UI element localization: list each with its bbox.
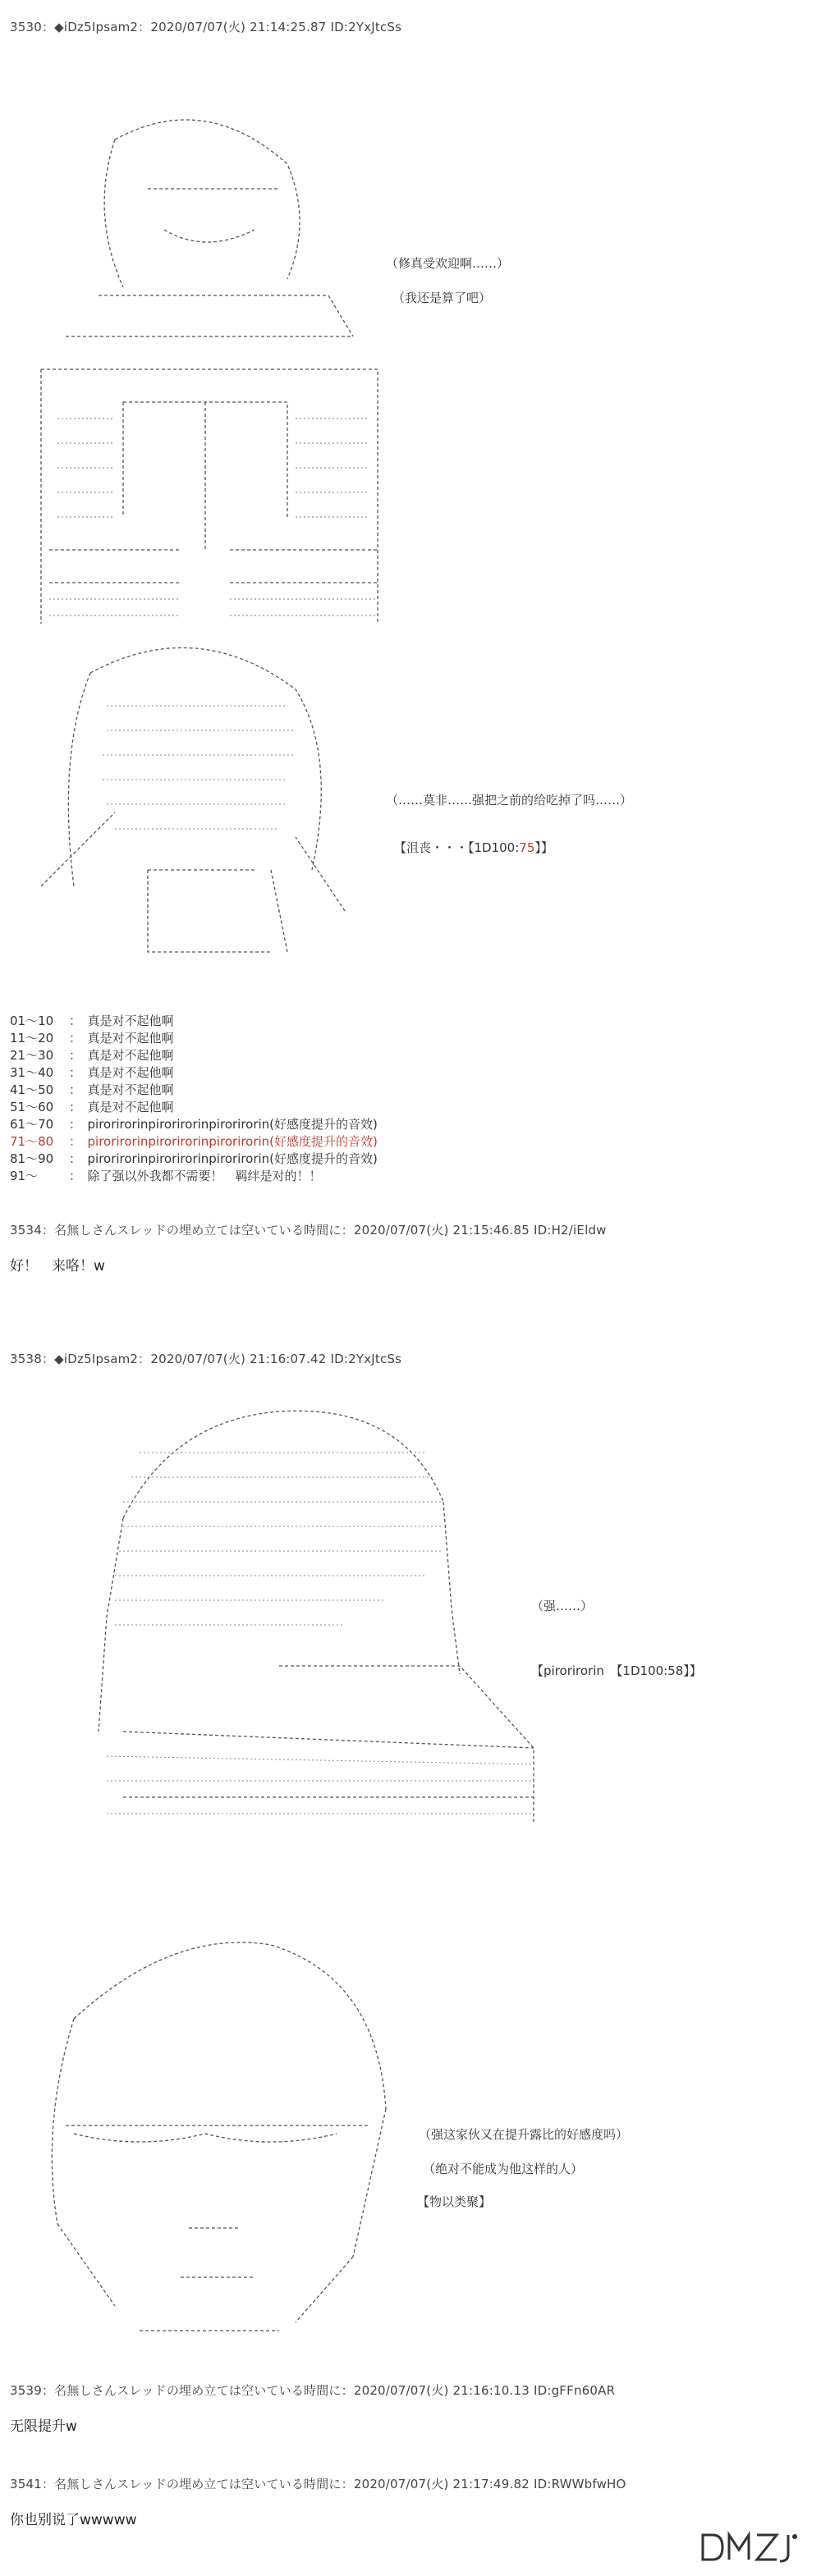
roll-range: 91～ [10,1169,39,1183]
site-logo [698,2528,805,2566]
roll-outcome: ： 真是对不起他啊 [69,1048,174,1063]
roll-outcome: ： pirorirorinpirorirorinpirorirorin(好感度提升的音效) [69,1117,378,1132]
post-body: 好！ 来咯！w [10,1258,105,1274]
roll-outcome: ： pirorirorinpirorirorinpirorirorin(好感度提升的音效) [69,1134,378,1149]
roll-range: 51～60 [10,1100,54,1114]
roll-table-row [10,1046,174,1064]
roll-outcome: ： 真是对不起他啊 [69,1031,174,1045]
roll-table-row [10,1029,174,1046]
roll-range: 61～70 [10,1117,54,1132]
post-header: 3534：名無しさんスレッドの埋め立ては空いている時間に：2020/07/07(火) 21:15:46.85 ID:H2/iEldw [10,1223,607,1238]
post-body: 你也别说了wwwww [10,2512,137,2528]
dialogue-line: （强这家伙又在提升露比的好感度吗） [419,2127,629,2142]
post-header: 3538：◆iDz5Ipsam2：2020/07/07(火) 21:16:07.42 ID:2YxJtcSs [10,1352,402,1366]
roll-outcome: ： 真是对不起他啊 [69,1082,174,1097]
dice-roll [394,839,553,856]
post-header: 3539：名無しさんスレッドの埋め立ては空いている時間に：2020/07/07(火) 21:16:10.13 ID:gFFn60AR [10,2383,616,2398]
dialogue-line: （绝对不能成为他这样的人） [423,2162,584,2176]
roll-table-row [10,1167,322,1184]
roll-range: 01～10 [10,1013,54,1028]
dialogue-line: （强……） [531,1599,594,1613]
roll-prefix: 【沮丧・・・【1D100: [394,840,520,855]
roll-table-row [10,1115,378,1132]
dice-roll: 【pirorirorin 【1D100:58】】 [531,1663,702,1678]
roll-range: 21～30 [10,1048,54,1063]
roll-table-row-highlighted [10,1132,378,1150]
roll-range: 41～50 [10,1082,54,1097]
dialogue-line: （……莫非……强把之前的给吃掉了吗……） [386,793,633,808]
ascii-art-character [25,624,369,968]
post-header: 3541：名無しさんスレッドの埋め立ては空いている時間に：2020/07/07(火) 21:17:49.82 ID:RWWbfwHO [10,2477,626,2491]
dialogue-line: （我还是算了吧） [392,291,492,305]
roll-table-row [10,1150,378,1167]
roll-table [10,1012,502,1201]
roll-outcome: ： 除了强以外我都不需要！ 羁绊是对的！！ [69,1169,322,1183]
roll-range: 71～80 [10,1134,54,1149]
dialogue-line: （修真受欢迎啊……） [386,256,510,271]
roll-suffix: 】】 [534,840,553,855]
roll-range: 31～40 [10,1065,54,1080]
ascii-art-character [16,90,402,624]
roll-table-row [10,1098,174,1115]
roll-outcome: ： 真是对不起他啊 [69,1100,174,1114]
post-header: 3530：◆iDz5Ipsam2：2020/07/07(火) 21:14:25.87 ID:2YxJtcSs [10,20,402,34]
roll-outcome: ： pirorirorinpirorirorinpirorirorin(好感度提升的音效) [69,1151,378,1166]
dialogue-line: 【物以类聚】 [417,2194,492,2209]
roll-value: 75 [519,840,535,855]
roll-range: 11～20 [10,1031,54,1045]
roll-table-row [10,1081,174,1098]
post-body: 无限提升w [10,2418,77,2435]
roll-outcome: ： 真是对不起他啊 [69,1065,174,1080]
ascii-art-character [74,1403,558,1830]
roll-table-row [10,1064,174,1081]
ascii-art-character [25,1912,410,2347]
roll-range: 81～90 [10,1151,54,1166]
roll-table-row [10,1012,174,1029]
roll-outcome: ： 真是对不起他啊 [69,1013,174,1028]
